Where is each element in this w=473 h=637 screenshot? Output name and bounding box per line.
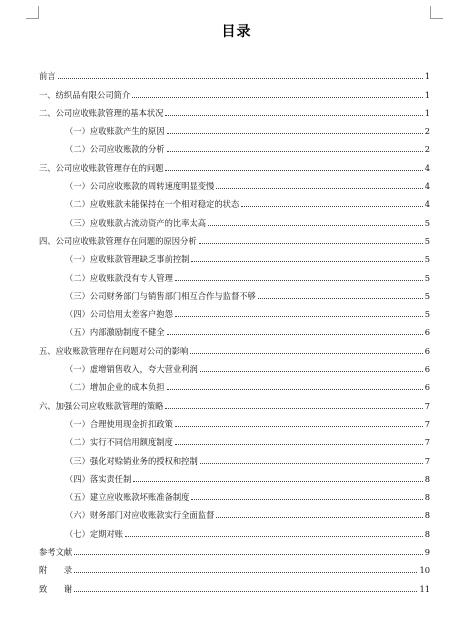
toc-leader-dots bbox=[175, 444, 423, 445]
toc-entry[interactable] bbox=[39, 264, 430, 282]
toc-entry-label: （二）应收账款未能保持在一个相对稳定的状态 bbox=[65, 199, 240, 210]
toc-entry[interactable] bbox=[39, 392, 430, 410]
toc-entry-page-number: 1 bbox=[424, 89, 430, 100]
toc-entry-label: 一、纺织品有限公司简介 bbox=[39, 89, 131, 100]
toc-entry-page-number: 5 bbox=[424, 272, 430, 283]
toc-entry-label: 附 录 bbox=[39, 565, 73, 576]
toc-entry-page-number: 7 bbox=[424, 418, 430, 429]
toc-leader-dots bbox=[133, 481, 422, 482]
table-of-contents bbox=[39, 63, 430, 594]
toc-entry-page-number: 6 bbox=[424, 364, 430, 375]
toc-leader-dots bbox=[167, 334, 423, 335]
toc-entry-page-number: 5 bbox=[424, 235, 430, 246]
toc-entry-page-number: 5 bbox=[424, 309, 430, 320]
toc-entry[interactable] bbox=[39, 228, 430, 246]
toc-entry[interactable] bbox=[39, 154, 430, 172]
toc-entry[interactable] bbox=[39, 356, 430, 374]
toc-entry-label: （七）定期对账 bbox=[65, 528, 124, 539]
toc-entry-page-number: 8 bbox=[424, 492, 430, 503]
toc-entry-page-number: 1 bbox=[424, 107, 430, 118]
toc-entry-label: 参考文献 bbox=[39, 547, 73, 558]
toc-entry[interactable] bbox=[39, 447, 430, 465]
toc-entry-label: （四）落实责任制 bbox=[65, 473, 132, 484]
toc-entry[interactable] bbox=[39, 209, 430, 227]
toc-entry-page-number: 4 bbox=[424, 199, 430, 210]
toc-leader-dots bbox=[74, 591, 417, 592]
toc-entry-label: （三）强化对赊销业务的授权和控制 bbox=[65, 455, 198, 466]
toc-leader-dots bbox=[165, 408, 422, 409]
toc-entry-label: 五、应收账款管理存在问题对公司的影响 bbox=[39, 345, 189, 356]
page-corner-mark-top-right bbox=[430, 6, 443, 19]
toc-leader-dots bbox=[216, 517, 422, 518]
toc-entry[interactable] bbox=[39, 63, 430, 81]
toc-entry-page-number: 6 bbox=[424, 327, 430, 338]
toc-entry-label: （二）增加企业的成本负担 bbox=[65, 382, 165, 393]
toc-entry-label: （五）内部激励制度不健全 bbox=[65, 327, 165, 338]
toc-leader-dots bbox=[175, 426, 423, 427]
toc-entry-page-number: 9 bbox=[424, 547, 430, 558]
toc-leader-dots bbox=[167, 133, 423, 134]
toc-entry-page-number: 1 bbox=[424, 71, 430, 82]
toc-leader-dots bbox=[165, 115, 422, 116]
toc-entry-label: （二）公司应收账款的分析 bbox=[65, 144, 165, 155]
toc-entry-label: （五）建立应收账款坏账准备制度 bbox=[65, 492, 190, 503]
toc-entry-page-number: 7 bbox=[424, 437, 430, 448]
toc-leader-dots bbox=[190, 353, 422, 354]
toc-entry[interactable] bbox=[39, 173, 430, 191]
toc-leader-dots bbox=[125, 536, 423, 537]
toc-entry[interactable] bbox=[39, 100, 430, 118]
toc-entry-label: （三）公司财务部门与销售部门相互合作与监督不够 bbox=[65, 290, 256, 301]
toc-entry-page-number: 7 bbox=[424, 400, 430, 411]
toc-entry-page-number: 2 bbox=[424, 144, 430, 155]
page-title: 目录 bbox=[221, 24, 252, 40]
toc-entry-page-number: 8 bbox=[424, 473, 430, 484]
toc-entry-label: （四）公司信用太差客户抱怨 bbox=[65, 309, 173, 320]
toc-entry-label: 前言 bbox=[39, 71, 56, 82]
toc-entry-page-number: 4 bbox=[424, 181, 430, 192]
toc-entry-label: （二）实行不同信用额度制度 bbox=[65, 437, 173, 448]
toc-entry[interactable] bbox=[39, 520, 430, 538]
toc-entry[interactable] bbox=[39, 301, 430, 319]
toc-leader-dots bbox=[199, 243, 423, 244]
toc-leader-dots bbox=[175, 280, 423, 281]
toc-entry-page-number: 6 bbox=[424, 345, 430, 356]
toc-entry-page-number: 5 bbox=[424, 290, 430, 301]
toc-leader-dots bbox=[216, 188, 422, 189]
toc-entry-label: （一）合理使用现金折扣政策 bbox=[65, 418, 173, 429]
toc-entry-page-number: 8 bbox=[424, 528, 430, 539]
toc-entry-page-number: 8 bbox=[424, 510, 430, 521]
toc-entry-page-number: 5 bbox=[424, 217, 430, 228]
toc-entry-page-number: 2 bbox=[424, 126, 430, 137]
toc-entry[interactable] bbox=[39, 557, 430, 575]
toc-leader-dots bbox=[74, 572, 417, 573]
toc-leader-dots bbox=[191, 499, 422, 500]
toc-entry[interactable] bbox=[39, 429, 430, 447]
toc-entry-page-number: 4 bbox=[424, 162, 430, 173]
toc-leader-dots bbox=[208, 225, 423, 226]
toc-entry-label: （二）应收账款没有专人管理 bbox=[65, 272, 173, 283]
toc-entry-label: （一）虚增销售收入，夸大营业利润 bbox=[65, 364, 198, 375]
toc-entry-page-number: 10 bbox=[419, 565, 430, 576]
toc-entry-page-number: 11 bbox=[419, 583, 430, 594]
toc-leader-dots bbox=[241, 206, 422, 207]
toc-leader-dots bbox=[200, 463, 423, 464]
toc-entry-page-number: 7 bbox=[424, 455, 430, 466]
toc-entry-page-number: 6 bbox=[424, 382, 430, 393]
toc-leader-dots bbox=[165, 170, 422, 171]
toc-entry-label: 三、公司应收账款管理存在的问题 bbox=[39, 162, 164, 173]
toc-leader-dots bbox=[167, 389, 423, 390]
toc-entry-page-number: 5 bbox=[424, 254, 430, 265]
toc-leader-dots bbox=[167, 151, 423, 152]
toc-entry[interactable] bbox=[39, 136, 430, 154]
toc-entry[interactable] bbox=[39, 484, 430, 502]
toc-entry[interactable] bbox=[39, 81, 430, 99]
toc-entry[interactable] bbox=[39, 337, 430, 355]
toc-entry-label: （六）财务部门对应收账款实行全面监督 bbox=[65, 510, 215, 521]
toc-entry-label: 四、公司应收账款管理存在问题的原因分析 bbox=[39, 235, 197, 246]
toc-leader-dots bbox=[258, 298, 423, 299]
toc-entry[interactable] bbox=[39, 283, 430, 301]
toc-entry-label: 六、加强公司应收账款管理的策略 bbox=[39, 400, 164, 411]
toc-entry-label: （一）应收账款产生的原因 bbox=[65, 126, 165, 137]
toc-entry-label: 二、公司应收账款管理的基本状况 bbox=[39, 107, 164, 118]
toc-entry[interactable] bbox=[39, 539, 430, 557]
toc-leader-dots bbox=[58, 78, 423, 79]
toc-entry[interactable] bbox=[39, 411, 430, 429]
toc-entry[interactable] bbox=[39, 502, 430, 520]
toc-entry[interactable] bbox=[39, 246, 430, 264]
toc-entry-label: （一）应收账款管理缺乏事前控制 bbox=[65, 254, 190, 265]
toc-leader-dots bbox=[175, 316, 423, 317]
toc-entry[interactable] bbox=[39, 191, 430, 209]
toc-leader-dots bbox=[191, 261, 422, 262]
toc-entry[interactable] bbox=[39, 575, 430, 593]
page-corner-mark-top-left bbox=[26, 6, 39, 19]
toc-entry[interactable] bbox=[39, 466, 430, 484]
toc-entry-label: （一）公司应收账款的周转速度明显变慢 bbox=[65, 181, 215, 192]
toc-leader-dots bbox=[74, 554, 423, 555]
toc-entry-label: 致 谢 bbox=[39, 583, 73, 594]
toc-entry[interactable] bbox=[39, 118, 430, 136]
toc-leader-dots bbox=[132, 97, 422, 98]
toc-leader-dots bbox=[200, 371, 423, 372]
toc-entry-label: （三）应收账款占流动资产的比率太高 bbox=[65, 217, 207, 228]
toc-entry[interactable] bbox=[39, 374, 430, 392]
toc-entry[interactable] bbox=[39, 319, 430, 337]
